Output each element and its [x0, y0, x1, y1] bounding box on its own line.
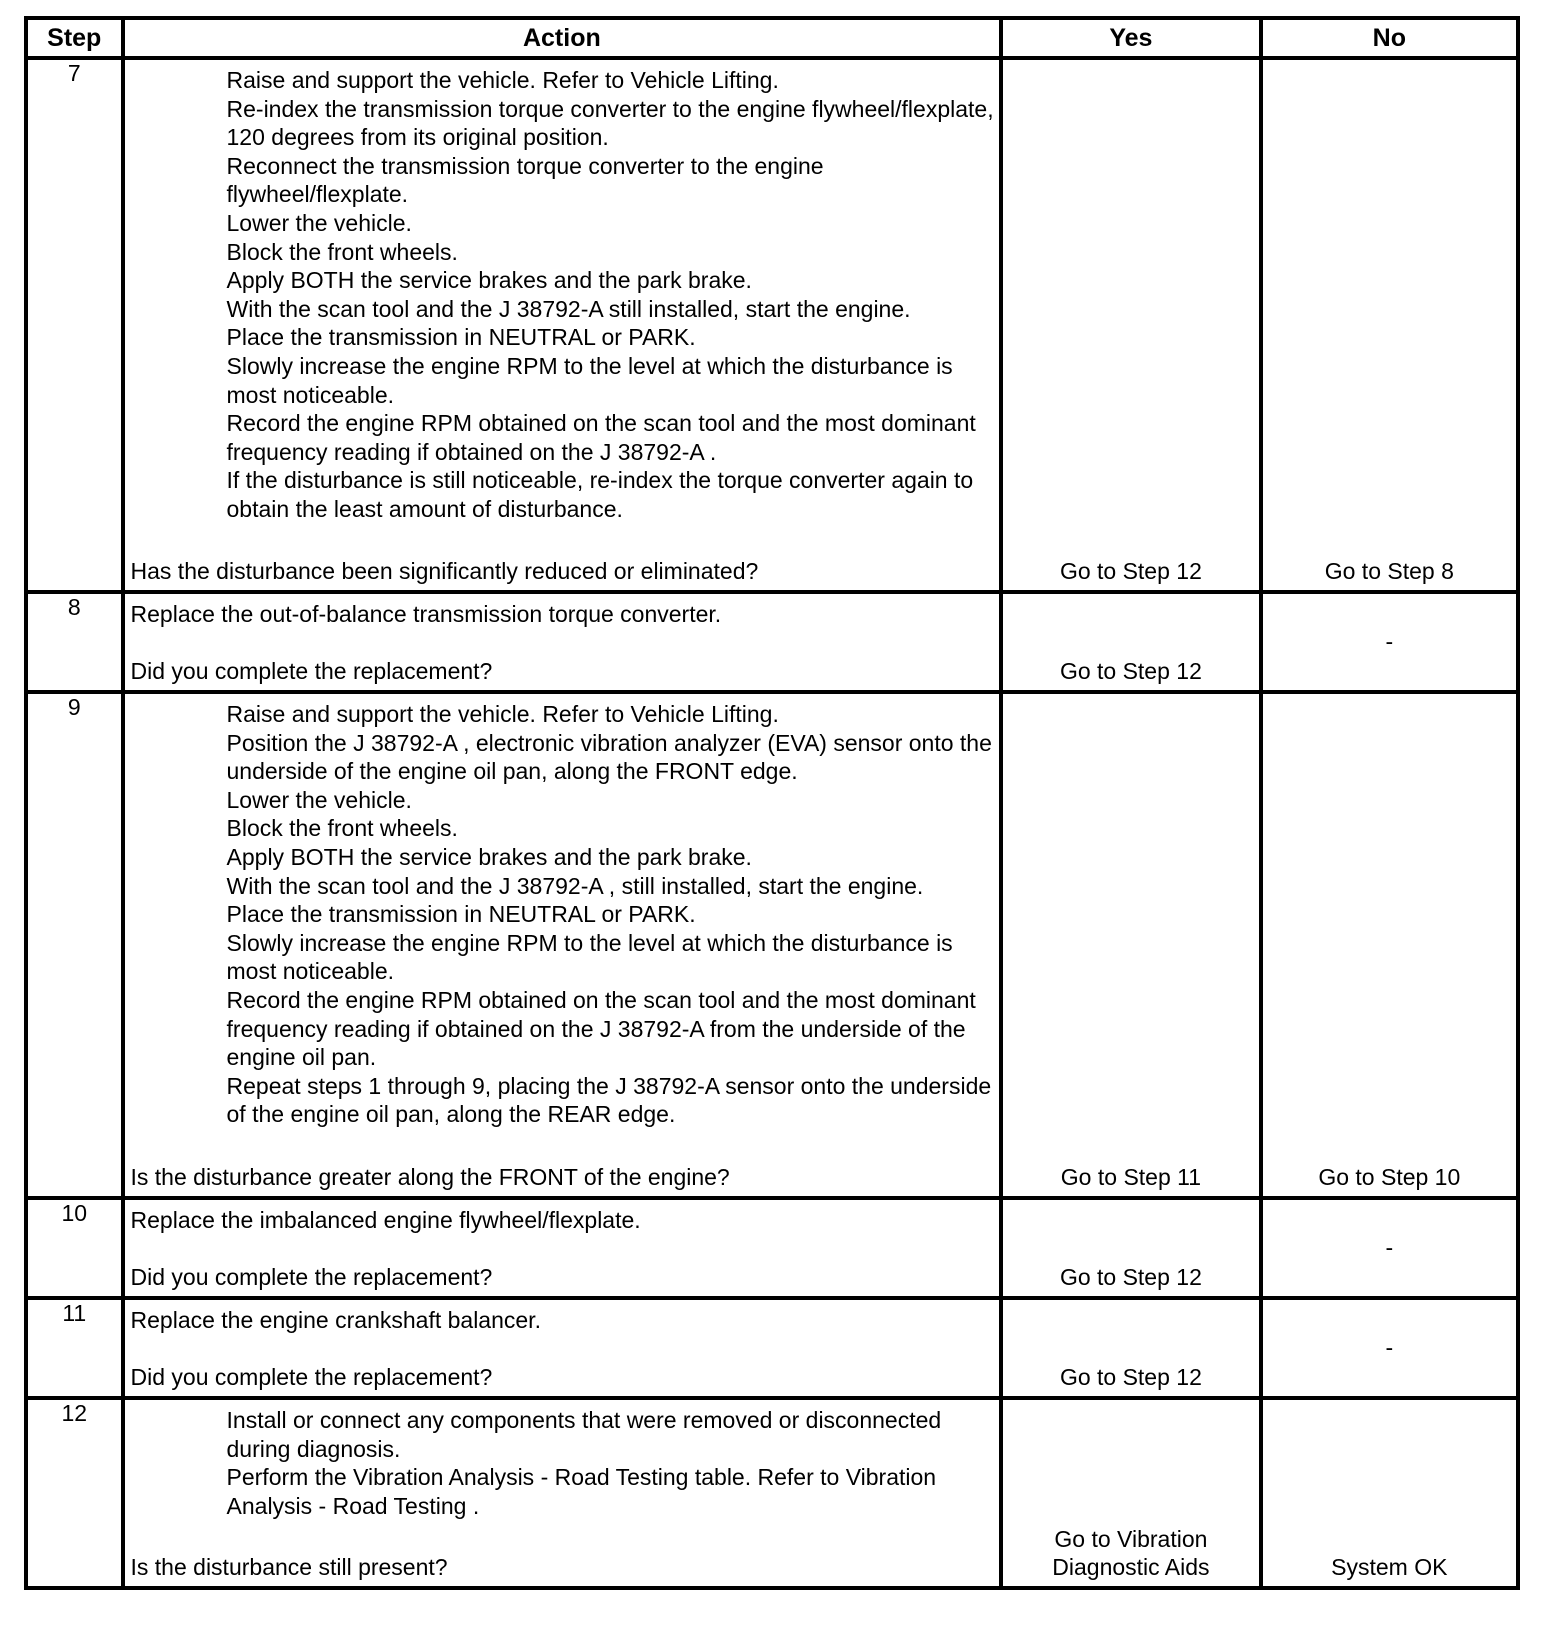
yes-answer: Go to Step 12 — [1059, 1264, 1202, 1291]
step-number: 10 — [26, 1198, 123, 1298]
action-step: Lower the vehicle. — [226, 786, 412, 813]
action-step: Block the front wheels. — [226, 815, 458, 842]
no-answer: Go to Step 8 — [1324, 558, 1454, 585]
header-action: Action — [123, 18, 1002, 58]
action-text: Replace the engine crankshaft balancer. — [130, 1307, 541, 1333]
action-question: Did you complete the replacement? — [130, 658, 493, 685]
step-number: 7 — [26, 58, 123, 592]
table-row-step-11 — [26, 1298, 1518, 1398]
action-cell — [123, 58, 1002, 592]
yes-cell — [1001, 592, 1260, 692]
action-step: Record the engine RPM obtained on the scan tool and the most dominant frequency reading if obtained on the J 38792-A from the underside of the engine oil pan. — [226, 986, 976, 1071]
action-step: Reconnect the transmission torque converter to the engine flywheel/flexplate. — [226, 152, 824, 208]
header-row — [26, 18, 1518, 58]
step-number: 12 — [26, 1398, 123, 1588]
action-step: Position the J 38792-A , electronic vibration analyzer (EVA) sensor onto the underside of the engine oil pan, along the FRONT edge. — [226, 729, 992, 785]
action-step: Repeat steps 1 through 9, placing the J 38792-A sensor onto the underside of the engine oil pan, along the REAR edge. — [226, 1072, 992, 1128]
table-row-step-10 — [26, 1198, 1518, 1298]
action-steps-list — [125, 694, 1000, 1129]
action-step: Lower the vehicle. — [226, 209, 412, 236]
no-answer: - — [1385, 1234, 1394, 1261]
action-step: Place the transmission in NEUTRAL or PARK. — [226, 901, 696, 928]
step-number: 9 — [26, 692, 123, 1198]
action-step: Apply BOTH the service brakes and the park brake. — [226, 843, 752, 870]
action-question: Did you complete the replacement? — [130, 1264, 493, 1291]
action-text: Replace the out-of-balance transmission torque converter. — [130, 601, 722, 627]
action-question: Did you complete the replacement? — [130, 1364, 493, 1391]
action-question: Is the disturbance greater along the FRONT of the engine? — [130, 1164, 730, 1191]
yes-answer: Go to Step 12 — [1059, 658, 1202, 685]
no-answer: - — [1385, 1334, 1394, 1361]
action-cell — [123, 1298, 1002, 1398]
no-answer: Go to Step 10 — [1318, 1164, 1461, 1191]
action-cell — [123, 1198, 1002, 1298]
yes-answer: Go to Step 12 — [1059, 1364, 1202, 1391]
action-step: Install or connect any components that were removed or disconnected during diagnosis. — [226, 1407, 942, 1462]
action-cell — [123, 692, 1002, 1198]
action-step: Slowly increase the engine RPM to the level at which the disturbance is most noticeable. — [226, 929, 953, 985]
yes-answer: Go to Step 11 — [1060, 1164, 1202, 1191]
action-step: With the scan tool and the J 38792-A still installed, start the engine. — [226, 295, 911, 322]
header-no: No — [1261, 18, 1518, 58]
action-cell — [123, 592, 1002, 692]
action-step: Block the front wheels. — [226, 238, 458, 265]
action-question: Has the disturbance been significantly reduced or eliminated? — [130, 558, 759, 585]
yes-cell — [1001, 1198, 1260, 1298]
yes-cell — [1001, 58, 1260, 592]
yes-answer: Go to Step 12 — [1059, 558, 1202, 585]
action-step: Re-index the transmission torque converter to the engine flywheel/flexplate, 120 degrees from its original position. — [226, 95, 994, 151]
action-steps-list — [125, 1400, 1000, 1520]
action-step: Perform the Vibration Analysis - Road Testing table. Refer to Vibration Analysis - Road Testing . — [226, 1464, 937, 1519]
action-text: Replace the imbalanced engine flywheel/flexplate. — [130, 1207, 641, 1233]
no-cell — [1261, 692, 1518, 1198]
no-cell — [1261, 592, 1518, 692]
yes-answer-line: Diagnostic Aids — [1052, 1554, 1210, 1581]
table-row-step-7 — [26, 58, 1518, 592]
no-cell — [1261, 58, 1518, 592]
yes-answer-line: Go to Vibration — [1054, 1525, 1208, 1552]
action-cell — [123, 1398, 1002, 1588]
yes-cell — [1001, 692, 1260, 1198]
header-yes: Yes — [1001, 18, 1260, 58]
yes-cell — [1001, 1398, 1260, 1588]
action-step: Raise and support the vehicle. Refer to Vehicle Lifting. — [226, 701, 779, 727]
no-cell — [1261, 1298, 1518, 1398]
step-number: 8 — [26, 592, 123, 692]
yes-answer — [1003, 1525, 1258, 1582]
table-row-step-8 — [26, 592, 1518, 692]
header-step: Step — [26, 18, 123, 58]
yes-cell — [1001, 1298, 1260, 1398]
no-cell — [1261, 1398, 1518, 1588]
step-number: 11 — [26, 1298, 123, 1398]
action-step: With the scan tool and the J 38792-A , still installed, start the engine. — [226, 872, 924, 899]
table-row-step-12 — [26, 1398, 1518, 1588]
table-row-step-9 — [26, 692, 1518, 1198]
action-question: Is the disturbance still present? — [130, 1554, 448, 1581]
action-step: Record the engine RPM obtained on the scan tool and the most dominant frequency reading if obtained on the J 38792-A . — [226, 410, 976, 465]
no-answer: - — [1385, 628, 1394, 655]
action-step: Apply BOTH the service brakes and the park brake. — [226, 267, 752, 294]
no-cell — [1261, 1198, 1518, 1298]
action-step: Raise and support the vehicle. Refer to Vehicle Lifting. — [226, 67, 779, 93]
diagnostic-table — [24, 16, 1520, 1590]
action-step: If the disturbance is still noticeable, re-index the torque converter again to obtain the least amount of disturbance. — [226, 467, 974, 522]
action-step: Slowly increase the engine RPM to the level at which the disturbance is most noticeable. — [226, 352, 953, 408]
action-step: Place the transmission in NEUTRAL or PARK. — [226, 324, 696, 351]
action-steps-list — [125, 60, 1000, 524]
no-answer: System OK — [1331, 1554, 1448, 1581]
